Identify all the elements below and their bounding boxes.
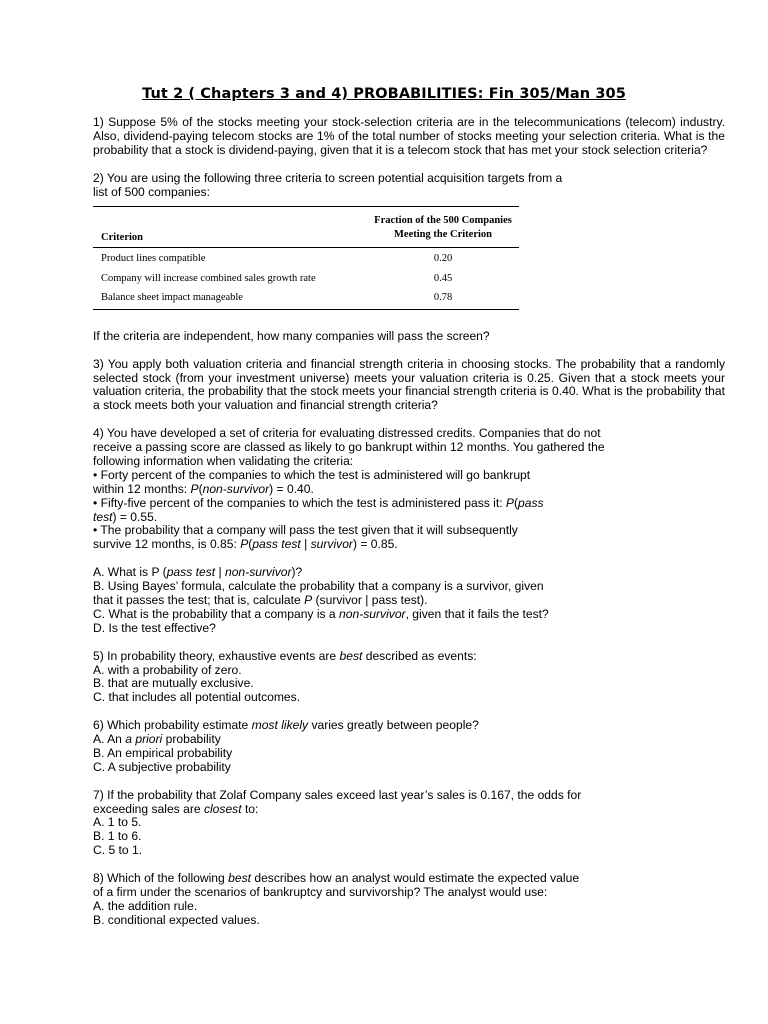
question-4-line: following information when validating the criteria:	[93, 453, 354, 468]
question-4-part-b-line-2	[93, 594, 725, 608]
question-5-stem	[93, 650, 725, 664]
table-row	[93, 287, 519, 307]
answer-option: A. 1 to 5.	[93, 815, 142, 830]
question-4-part-a	[93, 566, 725, 580]
question-8-stem-line-2: of a firm under the scenarios of bankruptcy and survivorship? The analyst would use:	[93, 884, 548, 899]
text-run: varies greatly between people?	[308, 718, 479, 733]
question-4-part-d: D. Is the test effective?	[93, 620, 216, 635]
italic-run: P	[304, 592, 313, 607]
table-header-fraction-line-1: Fraction of the 500 Companies	[374, 215, 512, 227]
table-bottom-rule	[93, 309, 519, 310]
page-title: Tut 2 ( Chapters 3 and 4) PROBABILITIES: Fin 305/Man 305	[142, 86, 626, 102]
text-run: )?	[291, 565, 303, 580]
italic-run: P	[505, 495, 514, 510]
answer-option: B. An empirical probability	[93, 745, 233, 760]
question-8	[93, 872, 725, 928]
text-run: described as events:	[362, 648, 477, 663]
text-run: ) = 0.55.	[112, 509, 158, 524]
table-row	[93, 268, 519, 288]
text-run: that it passes the test; that is, calculate	[93, 592, 305, 607]
question-4-part-b-line-1: B. Using Bayes’ formula, calculate the probability that a company is a survivor, given	[93, 579, 544, 594]
table-header-fraction	[363, 214, 523, 242]
table-header-fraction-line-2: Meeting the Criterion	[394, 229, 492, 241]
question-2-intro-line-2: list of 500 companies:	[93, 184, 210, 199]
text-run: exceeding sales are	[93, 801, 204, 816]
italic-run: non-survivor	[339, 606, 406, 621]
question-7	[93, 789, 725, 859]
italic-run: best	[228, 871, 251, 886]
italic-run: pass	[518, 495, 544, 510]
bullet-3-line-1: • The probability that a company will pass the test given that it will subsequently	[93, 523, 518, 538]
text-run: describes how an analyst would estimate the expected value	[250, 871, 580, 886]
answer-option: A. the addition rule.	[93, 898, 198, 913]
question-4-parts	[93, 566, 725, 636]
text-run: 5) In probability theory, exhaustive events are	[93, 648, 340, 663]
bullet-3-line-2	[93, 538, 725, 552]
bullet-1-line-2	[93, 483, 725, 497]
text-run: , given that it fails the test?	[405, 606, 549, 621]
table-header-criterion: Criterion	[101, 232, 143, 244]
italic-run: non-survivor	[224, 565, 292, 580]
italic-run: non-survivor	[202, 481, 270, 496]
text-run: survive 12 months, is 0.85:	[93, 537, 241, 552]
question-6	[93, 719, 725, 775]
answer-option: C. 5 to 1.	[93, 843, 143, 858]
text-run: (	[198, 481, 203, 496]
answer-option	[93, 733, 725, 747]
table-cell-criterion: Product lines compatible	[101, 253, 206, 265]
table-cell-fraction: 0.78	[433, 292, 453, 304]
text-run: (survivor | pass test).	[312, 592, 428, 607]
table-cell-fraction: 0.45	[433, 272, 453, 284]
text-run: within 12 months:	[93, 481, 191, 496]
question-6-stem	[93, 719, 725, 733]
document-body	[93, 116, 725, 942]
text-run: (	[248, 537, 253, 552]
text-run: |	[215, 565, 225, 580]
answer-option: C. that includes all potential outcomes.	[93, 690, 301, 705]
question-4-line: 4) You have developed a set of criteria for evaluating distressed credits. Companies that do not	[93, 426, 601, 441]
text-run: 8) Which of the following	[93, 871, 229, 886]
text-run: ) = 0.85.	[352, 537, 398, 552]
question-5	[93, 650, 725, 706]
italic-run: test	[93, 509, 113, 524]
table-cell-criterion: Balance sheet impact manageable	[101, 292, 243, 304]
text-run: • Fifty-five percent of the companies to which the test is administered pass it:	[93, 495, 506, 510]
italic-run: closest	[203, 801, 242, 816]
table-cell-criterion: Company will increase combined sales growth rate	[101, 272, 316, 284]
text-run: A. What is P (	[93, 565, 167, 580]
answer-option: B. that are mutually exclusive.	[93, 676, 254, 691]
bullet-1-line-1: • Forty percent of the companies to which the test is administered will go bankrupt	[93, 467, 531, 482]
italic-run: most likely	[251, 718, 309, 733]
italic-run: pass test	[252, 537, 301, 552]
question-4	[93, 427, 725, 552]
question-4-line: receive a passing score are classed as likely to go bankrupt within 12 months. You gathered the	[93, 440, 605, 455]
text-run: 6) Which probability estimate	[93, 718, 252, 733]
bullet-2-line-2	[93, 511, 725, 525]
table-row	[93, 248, 519, 268]
italic-run: pass test	[166, 565, 216, 580]
answer-option: A. with a probability of zero.	[93, 662, 242, 677]
question-7-stem-line-1: 7) If the probability that Zolaf Company sales exceed last year’s sales is 0.167, the odds for	[93, 787, 582, 802]
question-1: 1) Suppose 5% of the stocks meeting your stock-selection criteria are in the telecommunications (telecom) industry. Also, dividend-paying telecom stocks are 1% of the total number of stocks meeting your selection criteria. What is the probability that a stock is dividend-paying, given that it is a telecom stock that has met your stock selection criteria?	[93, 115, 725, 157]
question-7-stem-line-2	[93, 803, 725, 817]
question-2-intro-line-1: 2) You are using the following three criteria to screen potential acquisition targets from a	[93, 170, 563, 185]
answer-option: C. A subjective probability	[93, 759, 231, 774]
table-header	[93, 207, 519, 248]
text-run: C. What is the probability that a company is a	[93, 606, 340, 621]
question-8-stem-line-1	[93, 872, 725, 886]
question-4-part-c	[93, 608, 725, 622]
criteria-table	[93, 206, 519, 310]
italic-run: best	[339, 648, 363, 663]
table-cell-fraction: 0.20	[433, 253, 453, 265]
answer-option: B. 1 to 6.	[93, 829, 142, 844]
text-run: A. An	[93, 732, 126, 747]
answer-option: B. conditional expected values.	[93, 912, 260, 927]
bullet-2-line-1	[93, 497, 725, 511]
text-run: |	[300, 537, 311, 552]
question-2	[93, 172, 725, 200]
question-2-question: If the criteria are independent, how many companies will pass the screen?	[93, 328, 490, 343]
text-run: probability	[162, 732, 221, 747]
italic-run: survivor	[310, 537, 353, 552]
text-run: to:	[241, 801, 259, 816]
text-run: (	[514, 495, 519, 510]
italic-run: P	[190, 481, 199, 496]
question-3: 3) You apply both valuation criteria and financial strength criteria in choosing stocks. The probability that a randomly selected stock (from your investment universe) meets your valuation criteria is 0.25. Given that a stock meets your valuation criteria, the probability that the stock meets your financial strength criteria is 0.40. What is the probability that a stock meets both your valuation and financial strength criteria?	[93, 356, 725, 413]
text-run: ) = 0.40.	[269, 481, 314, 496]
italic-run: P	[240, 537, 249, 552]
italic-run: a priori	[125, 732, 163, 747]
